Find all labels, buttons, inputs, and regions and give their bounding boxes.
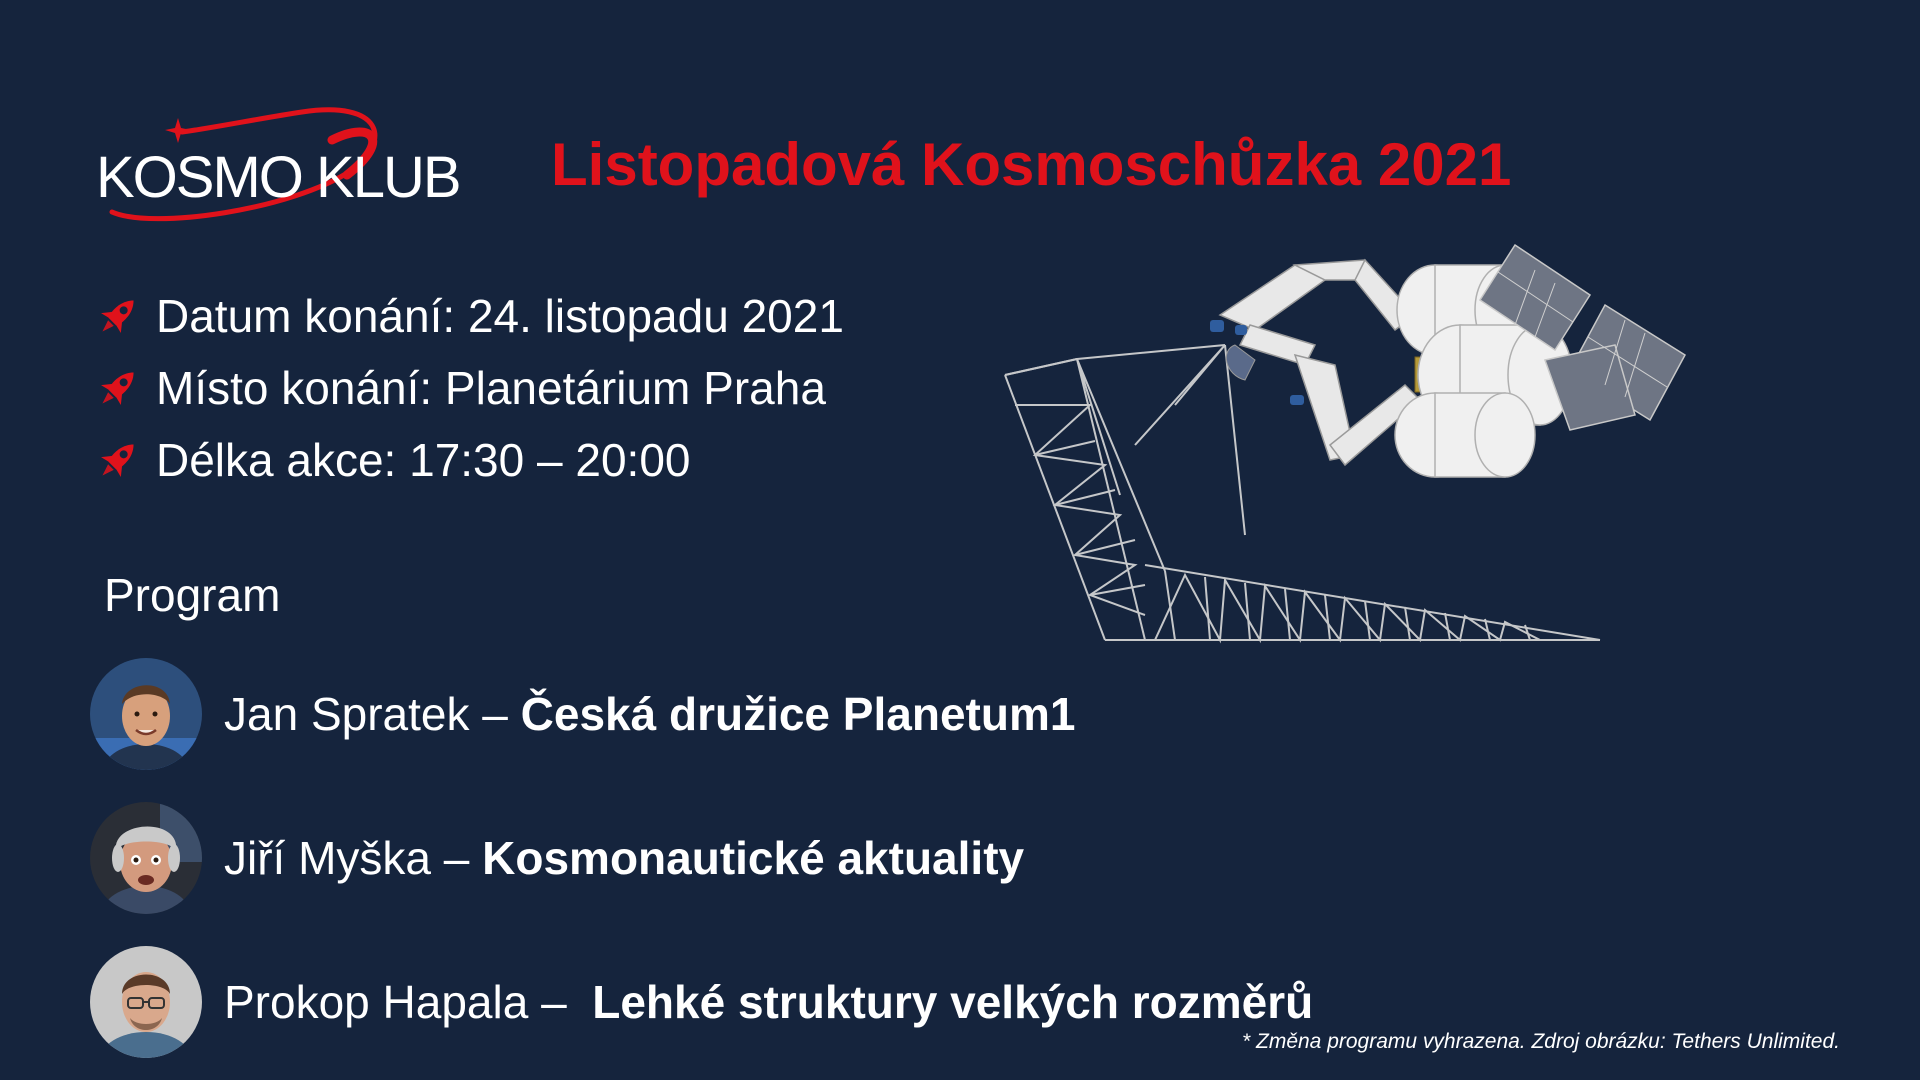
talk-item [90,642,1313,786]
talk-separator: – [431,832,483,884]
talk-separator: – [469,688,521,740]
event-place: Místo konání: Planetárium Praha [156,362,826,414]
program-talk-list [90,642,1313,1074]
talk-separator: – [528,976,593,1028]
rocket-icon [92,290,144,342]
talk-title: Kosmonautické aktuality [482,832,1025,884]
talk-speaker: Prokop Hapala [224,976,529,1028]
event-date-row [92,280,844,352]
talk-title: Lehké struktury velkých rozměrů [592,976,1314,1028]
speaker-avatar-prokop-hapala [90,946,202,1058]
talk-title: Česká družice Planetum1 [520,688,1076,740]
talk-item [90,786,1313,930]
event-duration-row [92,424,844,496]
event-date: Datum konání: 24. listopadu 2021 [156,290,844,342]
speaker-avatar-jan-spratek [90,658,202,770]
rocket-icon [92,434,144,486]
event-duration: Délka akce: 17:30 – 20:00 [156,434,691,486]
kosmo-klub-logo [92,100,460,230]
logo-text: KOSMO KLUB [96,145,460,210]
page-title: Listopadová Kosmoschůzka 2021 [551,131,1512,198]
satellite-illustration [995,235,1730,645]
event-place-row [92,352,844,424]
talk-speaker: Jan Spratek [224,688,470,740]
footnote: * Změna programu vyhrazena. Zdroj obrázku: Tethers Unlimited. [1242,1030,1840,1053]
event-info-list [92,280,844,496]
talk-item [90,930,1313,1074]
program-heading: Program [104,569,281,621]
talk-speaker: Jiří Myška [224,832,431,884]
speaker-avatar-jiri-myska [90,802,202,914]
rocket-icon [92,362,144,414]
